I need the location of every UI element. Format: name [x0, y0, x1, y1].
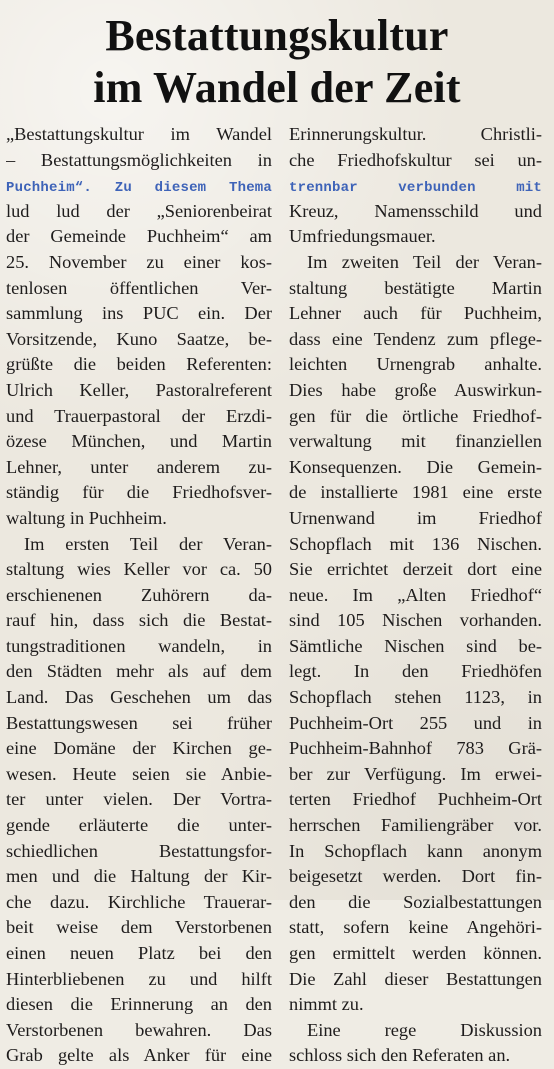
text-line: rauf hin, dass sich die Bestat-	[6, 610, 272, 631]
text-line: Verstorbenen bewahren. Das	[6, 1019, 272, 1040]
headline	[0, 10, 554, 114]
text-line: beit weise dem Verstorbenen	[6, 917, 272, 938]
text-line: Kreuz, Namensschild und	[289, 200, 542, 221]
text-line: gende erläuterte die unter-	[6, 815, 272, 836]
text-line: özese München, und Martin	[6, 431, 272, 452]
text-line: Erinnerungskultur. Christli-	[289, 124, 542, 144]
text-line: ter unter vielen. Der Vortra-	[6, 789, 272, 810]
text-line: legt. In den Friedhöfen	[289, 661, 542, 682]
text-line: den Städten mehr als auf dem	[6, 661, 272, 682]
text-line: Konsequenzen. Die Gemein-	[289, 456, 542, 477]
text-line: tenlosen öffentlichen Ver-	[6, 277, 272, 298]
text-line: waltung in Puchheim.	[6, 507, 167, 528]
text-line: Lehner auch für Puchheim,	[289, 303, 542, 324]
text-line: gen für die örtliche Friedhof-	[289, 405, 542, 426]
text-line: nimmt zu.	[289, 994, 364, 1015]
text-line: schloss sich den Referaten an.	[289, 1045, 511, 1066]
text-line: diesen die Erinnerung an den	[6, 994, 272, 1015]
text-line: Land. Das Geschehen um das	[6, 687, 272, 708]
text-line: erschienenen Zuhörern da-	[6, 584, 272, 605]
text-line: „Bestattungskultur im Wandel	[6, 124, 272, 144]
text-line	[289, 173, 542, 199]
text-line: eine Domäne der Kirchen ge-	[6, 738, 272, 759]
text-line: Sie errichtet derzeit dort eine	[289, 559, 542, 580]
text-line: Grab gelte als Anker für eine	[6, 1045, 272, 1066]
text-line: sammlung ins PUC ein. Der	[6, 303, 272, 324]
text-line: Ulrich Keller, Pastoralreferent	[6, 379, 272, 400]
text-line: che dazu. Kirchliche Trauerar-	[6, 891, 272, 912]
text-line: terten Friedhof Puchheim-Ort	[289, 789, 542, 810]
text-line: neue. Im „Alten Friedhof“	[289, 584, 542, 605]
text-line: Schopflach mit 136 Nischen.	[289, 533, 542, 554]
text-line: men und die Haltung der Kir-	[6, 866, 272, 887]
text-line: – Bestattungsmöglichkeiten in	[6, 149, 272, 170]
text-line: den die Sozialbestattungen	[289, 891, 542, 912]
text-line: tungstraditionen wandeln, in	[6, 635, 272, 656]
headline-line-2: im Wandel der Zeit	[93, 63, 461, 112]
text-line: und Trauerpastoral der Erzdi-	[6, 405, 272, 426]
text-line	[6, 173, 272, 199]
text-line: che Friedhofskultur sei un-	[289, 149, 542, 170]
text-line: Puchheim-Bahnhof 783 Grä-	[289, 738, 542, 759]
article-column-right	[289, 122, 542, 1069]
text-line: schiedlichen Bestattungsfor-	[6, 840, 272, 861]
text-line: In Schopflach kann anonym	[289, 840, 542, 861]
text-line: dass eine Tendenz zum pflege-	[289, 328, 542, 349]
text-line: herrschen Familiengräber vor.	[289, 815, 542, 836]
text-line: Schopflach stehen 1123, in	[289, 687, 542, 708]
text-line: Dies habe große Auswirkun-	[289, 379, 542, 400]
headline-line-1: Bestattungskultur	[105, 11, 449, 60]
text-line: Sämtliche Nischen sind be-	[289, 635, 542, 656]
text-line: staltung bestätigte Martin	[289, 277, 542, 298]
text-line: Vorsitzende, Kuno Saatze, be-	[6, 328, 272, 349]
text-line: staltung wies Keller vor ca. 50	[6, 559, 272, 580]
text-line: Lehner, unter anderem zu-	[6, 456, 272, 477]
text-line: Die Zahl dieser Bestattungen	[289, 968, 542, 989]
text-line: Im ersten Teil der Veran-	[24, 533, 272, 554]
text-line: Puchheim-Ort 255 und in	[289, 712, 542, 733]
text-line: Im zweiten Teil der Veran-	[307, 251, 542, 272]
article-column-left	[6, 122, 272, 1069]
text-line: Urnenwand im Friedhof	[289, 507, 542, 528]
text-line: statt, sofern keine Angehöri-	[289, 917, 542, 938]
handwritten-overlay: Puchheim“. Zu diesem Thema	[6, 180, 272, 197]
text-line: wesen. Heute seien sie Anbie-	[6, 763, 272, 784]
text-line: verwaltung mit finanziellen	[289, 431, 542, 452]
text-line: beigesetzt werden. Dort fin-	[289, 866, 542, 887]
text-line: de installierte 1981 eine erste	[289, 482, 542, 503]
text-line: Eine rege Diskussion	[307, 1019, 542, 1040]
text-line: einen neuen Platz bei den	[6, 943, 272, 963]
text-line: 25. November zu einer kos-	[6, 251, 272, 272]
text-line: lud lud der „Seniorenbeirat	[6, 200, 272, 221]
text-line: ber zur Verfügung. Im erwei-	[289, 763, 542, 784]
text-line: der Gemeinde Puchheim“ am	[6, 226, 272, 247]
text-line: Bestattungswesen sei früher	[6, 712, 272, 733]
handwritten-overlay: trennbar verbunden mit	[289, 180, 542, 197]
text-line: Hinterbliebenen zu und hilft	[6, 968, 272, 989]
text-line: sind 105 Nischen vorhanden.	[289, 610, 542, 631]
text-line: gen ermittelt werden können.	[289, 943, 542, 963]
text-line: ständig für die Friedhofsver-	[6, 482, 272, 503]
text-line: Umfriedungsmauer.	[289, 226, 436, 247]
text-line: leichten Urnengrab anhalte.	[289, 354, 542, 375]
text-line: grüßte die beiden Referenten:	[6, 354, 272, 375]
